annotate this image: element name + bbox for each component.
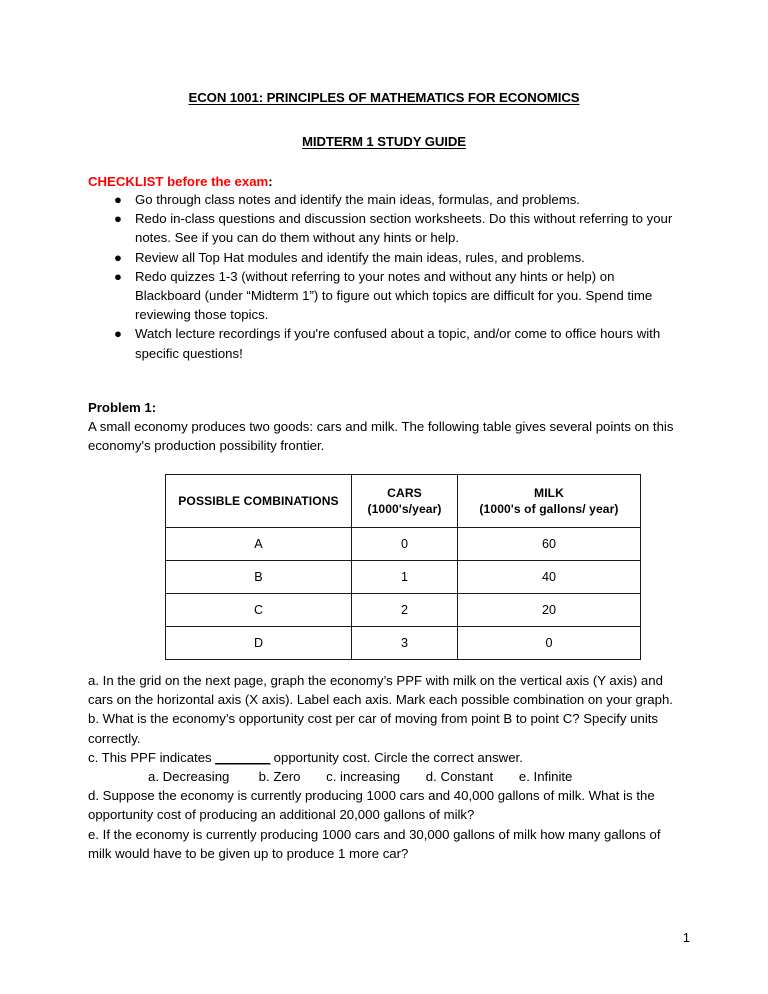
cell-combination: D (166, 627, 352, 660)
column-header-cars (352, 475, 458, 528)
question-a: a. In the grid on the next page, graph the economy’s PPF with milk on the vertical axis (Y axis) and cars on the horizontal axis (X axis). Label each axis. Mark each possible combination on your graph. (88, 673, 673, 708)
page-number: 1 (682, 930, 690, 945)
bullet-icon: ● (114, 211, 122, 227)
question-c-prefix: c. This PPF indicates (88, 749, 216, 765)
cell-cars: 1 (352, 561, 458, 594)
questions-block (88, 671, 682, 863)
cell-cars: 3 (352, 627, 458, 660)
bullet-icon: ● (114, 268, 122, 284)
checklist-heading-colon: : (268, 174, 273, 189)
list-item-text: Redo quizzes 1-3 (without referring to your notes and without any hints or help) on Blackboard (under “Midterm 1”) to figure out which topics are difficult for you. Spend time reviewing those topics. (135, 268, 653, 323)
list-item (88, 267, 680, 325)
list-item (88, 248, 680, 267)
cell-milk: 40 (458, 561, 641, 594)
question-e: e. If the economy is currently producing 1000 cars and 30,000 gallons of milk how many gallons of milk would have to be given up to produce 1 more car? (88, 826, 661, 861)
bullet-icon: ● (114, 326, 122, 342)
bullet-icon: ● (114, 192, 122, 207)
column-header-combinations (166, 475, 352, 528)
cell-cars: 0 (352, 528, 458, 561)
column-header-milk-line1: MILK (534, 486, 564, 500)
table-row (166, 561, 641, 594)
question-c-suffix: opportunity cost. Circle the correct answer. (269, 749, 523, 765)
column-header-cars-line1: CARS (387, 486, 422, 500)
question-d: d. Suppose the economy is currently producing 1000 cars and 40,000 gallons of milk. What is the opportunity cost of producing an additional 20,000 gallons of milk? (88, 788, 655, 823)
question-c-blank: ________ (215, 749, 270, 765)
column-header-combinations-line1: POSSIBLE COMBINATIONS (178, 494, 339, 508)
checklist-list (88, 190, 680, 363)
question-b: b. What is the economy’s opportunity cost per car of moving from point B to point C? Specify units correctly. (88, 711, 659, 746)
question-c (88, 748, 682, 767)
problem-label: Problem 1: (88, 400, 157, 415)
bullet-icon: ● (114, 249, 122, 265)
cell-cars: 2 (352, 594, 458, 627)
cell-milk: 0 (458, 627, 641, 660)
list-item-text: Redo in-class questions and discussion section worksheets. Do this without referring to your notes. See if you can do them without any hints or help. (135, 211, 673, 246)
table-row (166, 528, 641, 561)
table-header (166, 475, 641, 528)
cell-combination: C (166, 594, 352, 627)
cell-combination: A (166, 528, 352, 561)
column-header-milk-line2: (1000's of gallons/ year) (479, 502, 619, 516)
question-c-options: a. Decreasing b. Zero c. increasing d. Constant e. Infinite (148, 769, 573, 785)
cell-milk: 20 (458, 594, 641, 627)
document-title-container (88, 88, 680, 108)
page-title: ECON 1001: PRINCIPLES OF MATHEMATICS FOR ECONOMICS (188, 90, 580, 105)
checklist-heading (88, 172, 273, 191)
table-row (166, 627, 641, 660)
list-item-text: Review all Top Hat modules and identify the main ideas, rules, and problems. (135, 249, 585, 265)
list-item (88, 209, 680, 247)
table-row (166, 594, 641, 627)
column-header-cars-line2: (1000's/year) (367, 502, 442, 516)
checklist-heading-text: CHECKLIST before the exam (88, 174, 269, 189)
ppf-table (165, 474, 641, 660)
list-item-text: Go through class notes and identify the main ideas, formulas, and problems. (135, 192, 580, 207)
column-header-milk (458, 475, 641, 528)
page-subtitle: MIDTERM 1 STUDY GUIDE (302, 134, 466, 149)
document-subtitle-container (88, 132, 680, 152)
list-item (88, 324, 680, 362)
cell-combination: B (166, 561, 352, 594)
cell-milk: 60 (458, 528, 641, 561)
list-item (88, 190, 680, 209)
table-header-row (166, 475, 641, 528)
table-body (166, 528, 641, 660)
problem-intro-text: A small economy produces two goods: cars and milk. The following table gives several points on this economy's production possibility frontier. (88, 419, 674, 454)
list-item-text: Watch lecture recordings if you're confused about a topic, and/or come to office hours with specific questions! (135, 326, 661, 361)
